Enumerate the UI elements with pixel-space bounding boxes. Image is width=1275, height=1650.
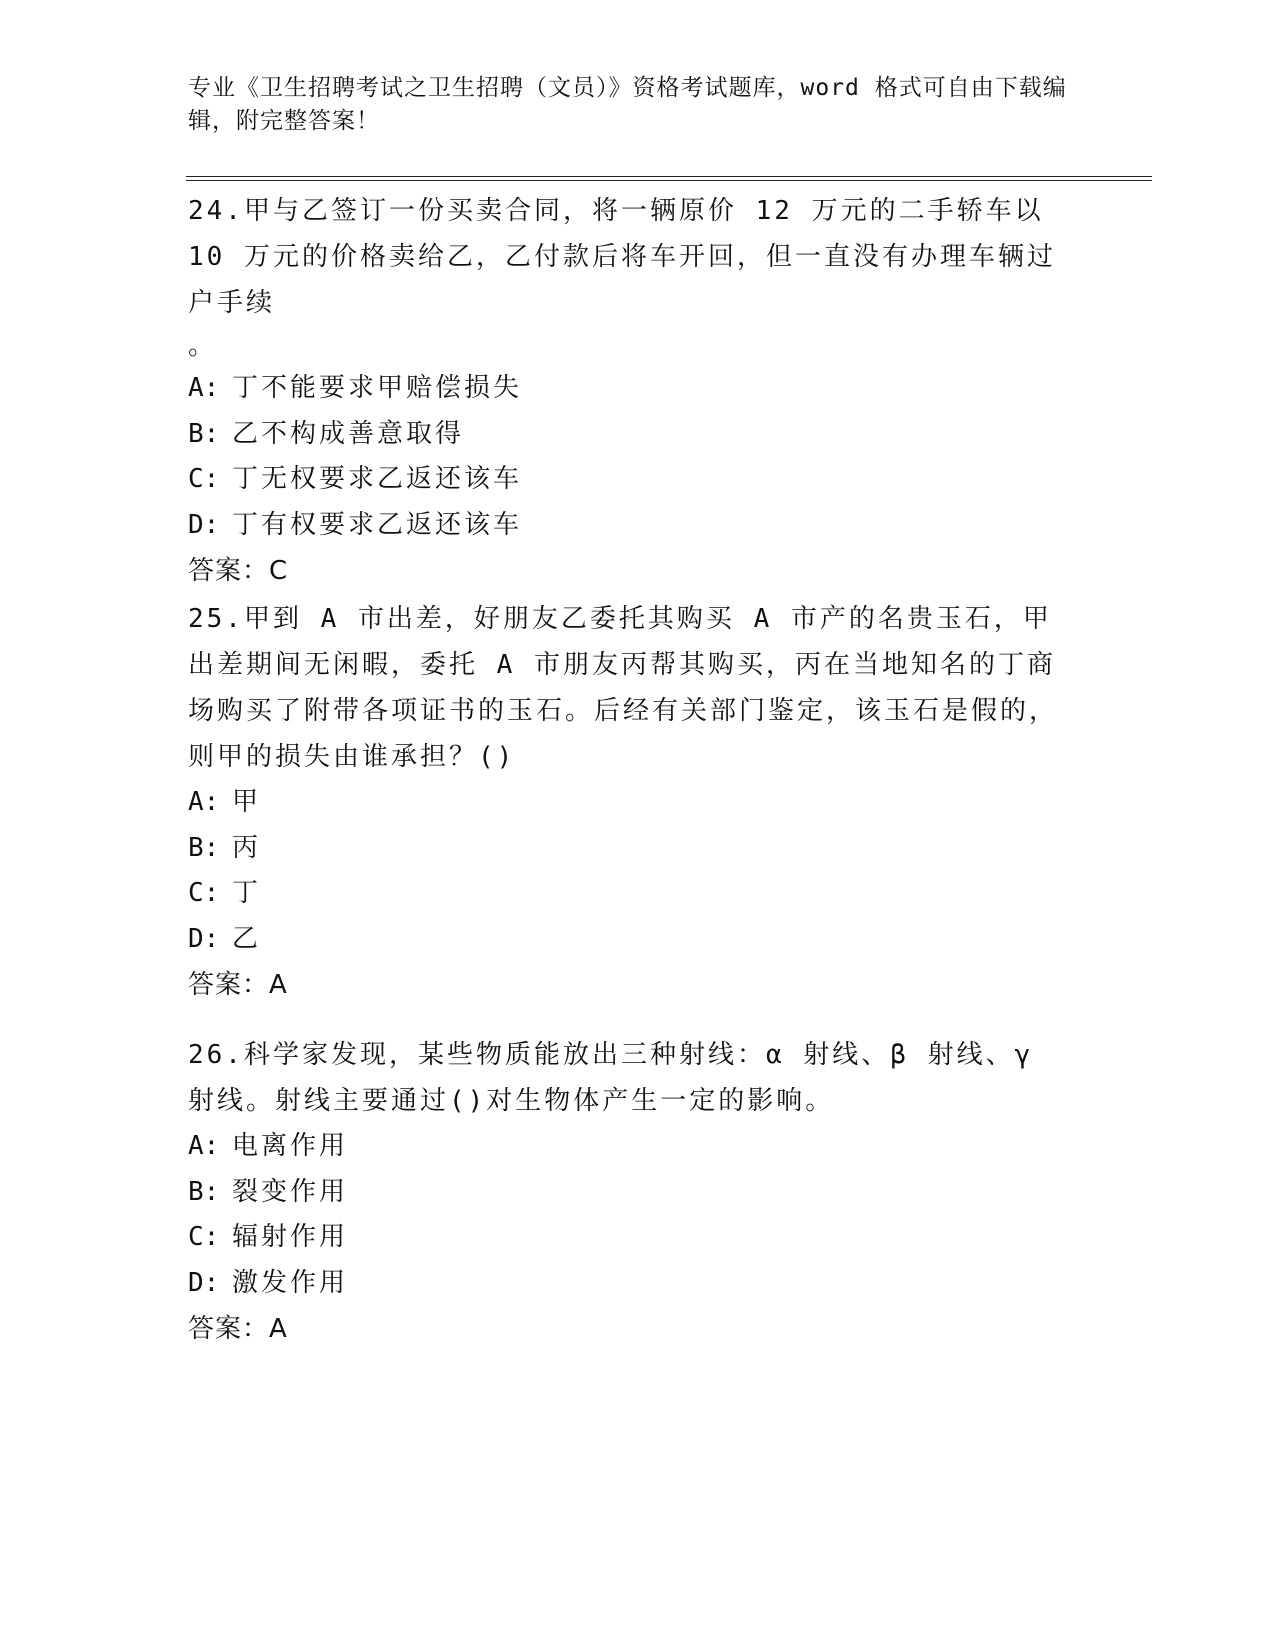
answer-line: 答案：A: [188, 970, 288, 1000]
option-c: [188, 457, 1068, 503]
document-intro: [188, 72, 1068, 138]
option-letter: D:: [188, 1267, 220, 1298]
option-c: [188, 1215, 1068, 1261]
option-d: [188, 503, 1068, 549]
option-letter: A:: [188, 1131, 220, 1161]
question-26: [188, 1032, 1068, 1352]
option-letter: A:: [188, 373, 220, 403]
option-text: 丁无权要求乙返还该车: [232, 464, 523, 494]
header-divider: [186, 176, 1152, 181]
option-a: [188, 1124, 1068, 1170]
option-letter: A:: [188, 787, 220, 817]
option-text: 裂变作用: [232, 1176, 349, 1207]
answer-line: 答案：C: [188, 556, 289, 586]
option-text: 丙: [232, 832, 262, 863]
question-stem: 25.甲到 A 市出差，好朋友乙委托其购买 A 市产的名贵玉石，甲出差期间无闲暇，委托 A 市朋友丙帮其购买，丙在当地知名的丁商场购买了附带各项证书的玉石。后经有关部门鉴定，该玉石是假的，则甲的损失由谁承担？(): [188, 604, 1059, 772]
option-d: [188, 917, 1068, 963]
option-text: 乙: [232, 923, 262, 954]
option-letter: C:: [188, 1222, 220, 1252]
answer-line: 答案：A: [188, 1314, 288, 1344]
option-c: [188, 871, 1068, 917]
option-letter: D:: [188, 509, 220, 540]
option-letter: B:: [188, 418, 220, 449]
option-letter: D:: [188, 923, 220, 954]
option-b: [188, 1170, 1068, 1216]
option-letter: C:: [188, 464, 220, 494]
option-b: [188, 826, 1068, 872]
question-24: [188, 188, 1068, 594]
option-text: 乙不构成善意取得: [232, 418, 465, 449]
option-a: [188, 366, 1068, 412]
option-text: 甲: [232, 787, 262, 817]
option-b: [188, 412, 1068, 458]
intro-text: 专业《卫生招聘考试之卫生招聘（文员）》资格考试题库，word 格式可自由下载编辑，附完整答案！: [188, 75, 1067, 134]
question-stem: 24.甲与乙签订一份买卖合同，将一辆原价 12 万元的二手轿车以 10 万元的价格卖给乙，乙付款后将车开回，但一直没有办理车辆过户手续: [188, 196, 1056, 318]
option-text: 电离作用: [232, 1131, 349, 1161]
option-d: [188, 1261, 1068, 1307]
option-a: [188, 780, 1068, 826]
option-letter: B:: [188, 832, 220, 863]
option-text: 丁有权要求乙返还该车: [232, 509, 523, 540]
option-letter: B:: [188, 1176, 220, 1207]
option-text: 丁不能要求甲赔偿损失: [232, 373, 523, 403]
option-letter: C:: [188, 878, 220, 908]
option-text: 激发作用: [232, 1267, 349, 1298]
question-stem-tail: 。: [188, 331, 215, 361]
question-stem: 26.科学家发现，某些物质能放出三种射线：α 射线、β 射线、γ 射线。射线主要通过()对生物体产生一定的影响。: [188, 1040, 1034, 1116]
option-text: 丁: [232, 878, 262, 908]
option-text: 辐射作用: [232, 1222, 349, 1252]
question-25: [188, 596, 1068, 1008]
